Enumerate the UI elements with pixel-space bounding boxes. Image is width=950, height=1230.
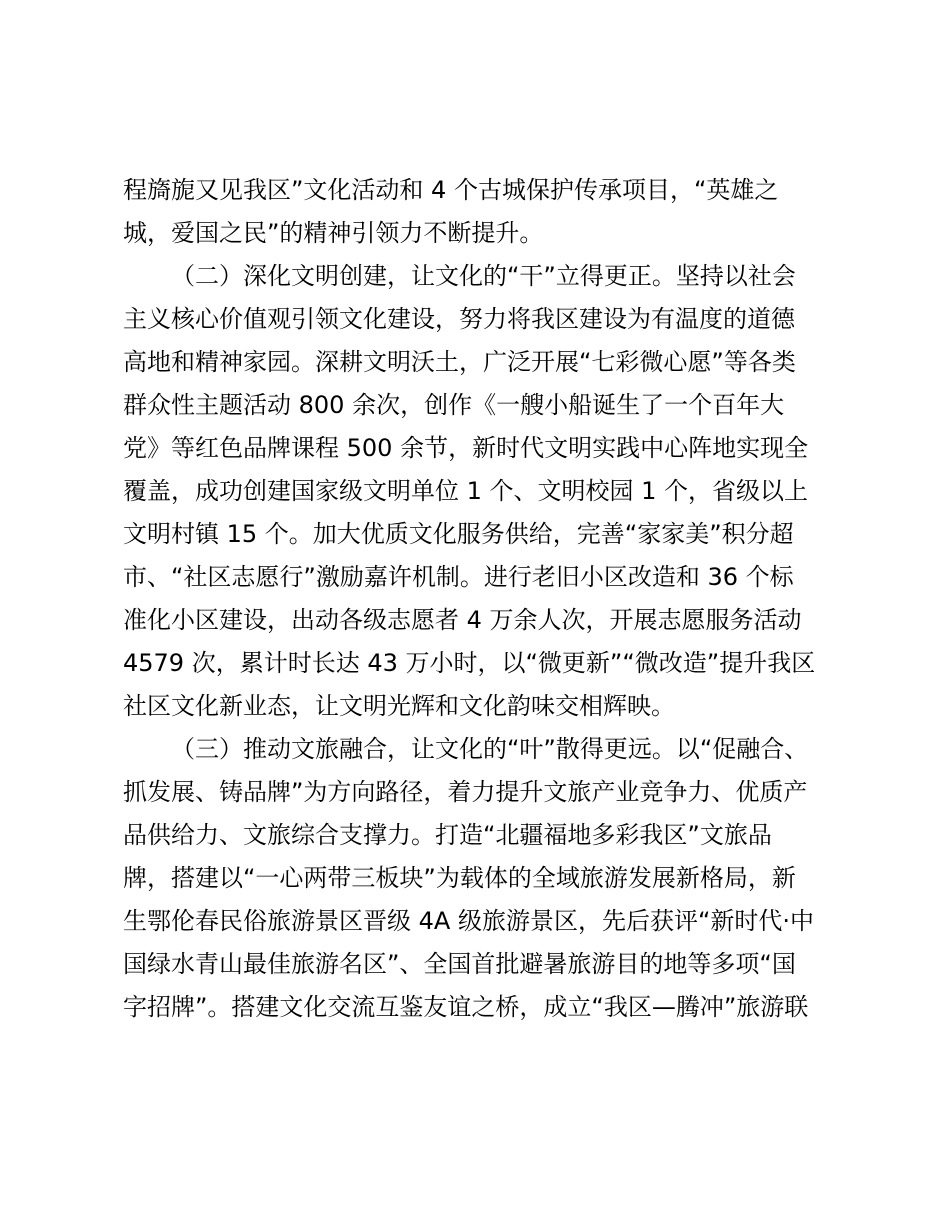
text-line: 覆盖，成功创建国家级文明单位 1 个、文明校园 1 个，省级以上 <box>123 477 809 505</box>
text-line: 牌，搭建以“一心两带三板块”为载体的全域旅游发展新格局，新 <box>123 864 796 892</box>
text-line: 群众性主题活动 800 余次，创作《一艘小船诞生了一个百年大 <box>123 391 785 419</box>
text-line: 党》等红色品牌课程 500 余节，新时代文明实践中心阵地实现全 <box>123 434 809 462</box>
text-line: 社区文化新业态，让文明光辉和文化韵味交相辉映。 <box>123 692 675 720</box>
text-line: 市、“社区志愿行”激励嘉许机制。进行老旧小区改造和 36 个标 <box>123 563 794 591</box>
text-line: 高地和精神家园。深耕文明沃土，广泛开展“七彩微心愿”等各类 <box>123 348 796 376</box>
text-line: 抓发展、铸品牌”为方向路径，着力提升文旅产业竞争力、优质产 <box>123 778 808 806</box>
text-line: 文明村镇 15 个。加大优质文化服务供给，完善“家家美”积分超 <box>123 520 794 548</box>
text-line: 主义核心价值观引领文化建设，努力将我区建设为有温度的道德 <box>123 305 795 333</box>
text-line: 生鄂伦春民俗旅游景区晋级 4A 级旅游景区，先后获评“新时代·中 <box>123 907 815 935</box>
text-line: 4579 次，累计时长达 43 万小时，以“微更新”“微改造”提升我区 <box>123 649 816 677</box>
text-line: 准化小区建设，出动各级志愿者 4 万余人次，开展志愿服务活动 <box>123 606 802 634</box>
section-heading-line: （二）深化文明创建，让文化的“干”立得更正。坚持以社会 <box>171 262 796 290</box>
text-line: 城，爱国之民”的精神引领力不断提升。 <box>123 219 544 247</box>
section-heading-line: （三）推动文旅融合，让文化的“叶”散得更远。以“促融合、 <box>171 735 809 763</box>
text-line: 国绿水青山最佳旅游名区”、全国首批避暑旅游目的地等多项“国 <box>123 950 796 978</box>
text-line: 品供给力、文旅综合支撑力。打造“北疆福地多彩我区”文旅品 <box>123 821 772 849</box>
text-line: 程旖旎又见我区”文化活动和 4 个古城保护传承项目，“英雄之 <box>123 176 779 204</box>
text-line: 字招牌”。搭建文化交流互鉴友谊之桥，成立“我区—腾冲”旅游联 <box>123 993 809 1021</box>
